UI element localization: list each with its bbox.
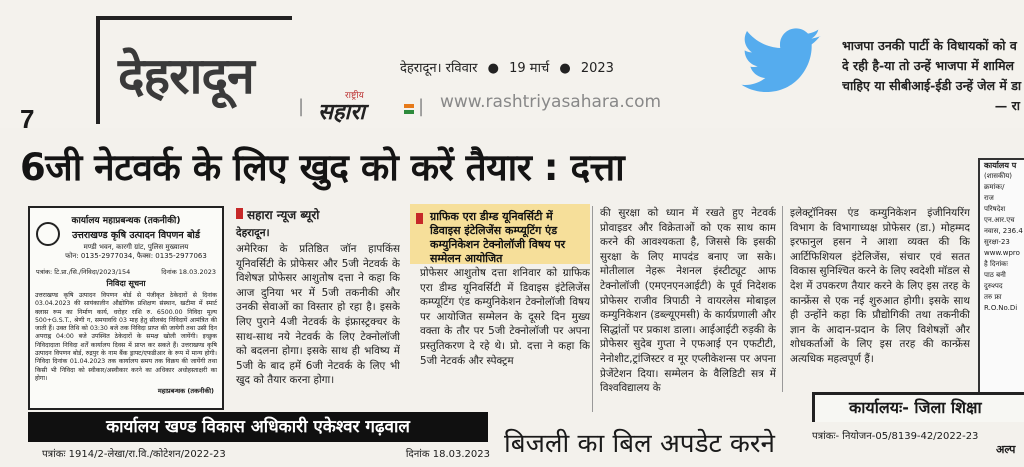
bureau-marker	[236, 208, 243, 219]
article-column-3: की सुरक्षा को ध्यान में रखते हुए नेटवर्क प्रोवाइडर और विक्रेताओं को एक साथ काम करने की आवश्यकता है, जिससे कि इसकी सुरक्षा के लिए मापदंड बनाए जा सके। मोतीलाल नेहरू नेशनल इंस्टीट्यूट आफ टेक्नोलॉजी (एमएनएनआईटी) के पूर्व निदेशक प्रोफेसर राजीव त्रिपाठी ने वायरलेस मोबाइल कम्युनिकेशन (डब्ल्यूएमसी) के कार्यप्रणाली और सिद्धांतों पर प्रकाश डाला। आईआईटी रुड़की के प्रोफेसर सुदेब गुप्ता ने एफआई एन एफटीटी, नेनोशीट,ट्रांजिस्टर व मूर एप्लीकेशन्स पर अपना प्रेजेंटेशन दिया। सम्मेलन के वैलिडिटी सत्र में विश्वविद्यालय के	[600, 207, 776, 395]
side-ad-line: क्रमांकः/	[984, 183, 1005, 191]
side-ad-line: www.wpro	[984, 249, 1020, 257]
highlight-marker	[416, 213, 423, 224]
side-ad-line: सुरक्षा-23	[984, 238, 1010, 246]
logo-subtitle: राष्ट्रीय	[345, 91, 364, 101]
quote-line: दे रही है-या तो उन्हें भाजपा में शामिल	[842, 58, 1015, 73]
side-ad-line: राज	[984, 194, 994, 202]
side-ad-line: परिषदेश	[984, 205, 1006, 213]
notice-date: दिनांक 18.03.2023	[161, 268, 216, 276]
top-right-quote	[842, 36, 1024, 116]
bottom-right-notice-title: कार्यालयः- जिला शिक्षा	[812, 392, 1024, 422]
article-column-2: प्रोफेसर आशुतोष दत्ता शनिवार को ग्राफिक एरा डीम्ड यूनिवर्सिटी में डिवाइस इंटेलिजेंस कम्प्यूटिंग एंड कम्युनिकेशन टेक्नोलॉजी विषय पर आयोजित सम्मेलन के दूसरे दिन मुख्य वक्ता के तौर पर 5जी टेक्नोलॉजी पर अपना प्रस्तुतिकरण दे रहे थे। प्रो. दत्ता ने कहा कि 5जी नेटवर्क और स्पेक्ट्रम	[420, 267, 590, 367]
side-ad	[978, 158, 1024, 398]
side-ad-line: दुरुश्पद	[984, 282, 1003, 290]
side-ad-line: पाठ बनी	[984, 271, 1006, 279]
byline: सहारा न्यूज ब्यूरो	[247, 208, 320, 222]
notice-heading: निविदा सूचना	[106, 279, 146, 288]
article-column-1: अमेरिका के प्रतिष्ठित जॉन हापकिंस यूनिवर्सिटी के प्रोफेसर और 5जी नेटवर्क के विशेषज्ञ प्रोफेसर आशुतोष दत्ता ने कहा कि आज दुनिया भर में 5जी तकनीकी और उनकी सेवाओं का विस्तार हो रहा है। इसके लिए पुराने 4जी नेटवर्क के इंफ्रास्ट्रक्चर के साथ-साथ नये नेटवर्क के लिए टेक्नोलॉजी को बदलना होगा। इसके साथ ही भविष्य में 5जी के बाद हमें 6जी नेटवर्क के लिए भी खुद को तैयार करना होगा।	[236, 243, 400, 387]
quote-line: भाजपा उनकी पार्टी के विधायकों को व	[842, 38, 1017, 53]
newspaper-logo: सहारा	[318, 100, 365, 125]
side-ad-line: एन.आर.एच	[984, 216, 1015, 224]
bottom-notice-title: कार्यालय खण्ड विकास अधिकारी एकेश्वर गढ़वाल	[28, 412, 488, 442]
bottom-notice-date: दिनांक 18.03.2023	[405, 449, 490, 460]
bottom-notice-ref: पत्रांकः 1914/2-लेखा/रा.वि./कोटेशन/2022-23	[42, 449, 226, 460]
masthead	[0, 0, 1024, 134]
notice-org: उत्तराखण्ड कृषि उत्पादन विपणन बोर्ड	[72, 230, 200, 241]
logo-flag-stripe	[404, 110, 414, 114]
bullet-icon: ●	[559, 61, 571, 76]
dateline	[400, 58, 614, 76]
dateline-year: 2023	[580, 61, 614, 76]
notice-office-title: कार्यालय महाप्रबन्धक (तकनीकी)	[71, 216, 181, 226]
divider	[592, 206, 593, 412]
main-headline: 6जी नेटवर्क के लिए खुद को करें तैयार : दत्ता	[20, 146, 625, 189]
article-column-4: इलेक्ट्रॉनिक्स एंड कम्युनिकेशन इंजीनियरिंग विभाग के विभागाध्यक्ष प्रोफेसर (डा.) मोहम्मद इरफानुल हसन ने आशा व्यक्त की कि आर्टिफिशियल इंटेलिजेंस, संचार एवं सतत विकास सुनिश्चित करने के लिए स्वदेशी मॉडल से देश में उपकरण तैयार करने के लिए इस तरह के कान्फ्रेंस से एक नई शुरुआत होगी। इसके साथ ही उन्होंने कहा कि प्रौद्योगिकी तथा तकनीकी ज्ञान के आदान-प्रदान के लिए विशेषज्ञों और शोधकर्ताओं के लिए इस तरह की कान्फ्रेंस अत्यधिक महत्वपूर्ण हैं।	[790, 207, 970, 365]
notice-ref-row	[30, 261, 222, 276]
notice-address: मण्डी भवन, कारगी ग्रांट, पुलिस मुख्यालय	[83, 243, 189, 251]
notice-body: उत्तराखण्ड कृषि उत्पादन विपणन बोर्ड से पंजीकृत ठेकेदारों से दिनांक 03.04.2023 की सायंकालीन औद्योगिक प्रशिक्षण संस्थान, खटीमा में स्मार्ट क्लास रूम का निर्माण कार्य, धरोहर राशि रु. 6500.00 निविदा मूल्य 500+G.S.T., श्रेणी ग, समयावधि 03 माह हेतु सीलबंद निविदायें आमंत्रित की जाती हैं। उक्त तिथि को 03:30 बजे तक निविदा प्राप्त की जायेगी तथा उसी दिन अपराह्न 04:00 बजे उपस्थित ठेकेदारों के समक्ष खोली जायेंगी। इच्छुक निविदादाता निविदा शर्तें कार्यालय दिवस में प्राप्त कर सकते हैं। उत्तराखण्ड कृषि उत्पादन विपणन बोर्ड, रुद्रपुर के नाम बैंक ड्राफ्ट/एफडीआर के रूप में मान्य होगी। निविदा दिनांक 01.04.2023 तक कार्यालय समय तक विक्रय की जायेंगी तथा किसी भी निविदा को स्वीकार/अस्वीकार करने का अधिकार अधोहस्ताक्षरी का होगा।	[35, 292, 217, 382]
tender-notice-ad	[28, 206, 224, 410]
bottom-notice-ref-row	[30, 446, 490, 460]
bottom-headline: बिजली का बिल अपडेट करने	[504, 429, 775, 459]
quote-line: चाहिए या सीबीआई-ईडी उन्हें जेल में डा	[842, 78, 1022, 93]
divider	[782, 206, 783, 392]
city-name: देहरादून	[118, 46, 254, 105]
website-link[interactable]: www.rashtriyasahara.com	[440, 92, 662, 112]
divider: |	[298, 96, 305, 117]
dateline-place: देहरादून। रविवार	[400, 61, 478, 76]
article-dateline: देहरादून।	[236, 227, 270, 239]
quote-attribution: — रा	[994, 98, 1020, 113]
side-ad-line: (शासकीय)	[984, 172, 1013, 180]
logo-flag-stripe	[404, 104, 414, 108]
side-ad-line: कार्यालय प	[984, 161, 1017, 170]
emblem-icon	[36, 222, 60, 246]
notice-phone: फोन: 0135-2977034, फैक्स: 0135-2977063	[65, 252, 207, 260]
side-ad-line: तरु फ्रा	[984, 293, 1002, 301]
article-highlight-box: ग्राफिक एरा डीम्ड यूनिवर्सिटी में डिवाइस इंटेलिजेंस कम्प्यूटिंग एंड कम्युनिकेशन टेक्नोलॉजी विषय पर सम्मेलन आयोजित	[410, 204, 590, 264]
side-ad-line: नवास, 236.4	[984, 227, 1023, 235]
dateline-date: 19 मार्च	[509, 61, 550, 76]
divider: |	[418, 96, 425, 117]
notice-signature: महाप्रबन्धक (तकनीकी)	[157, 387, 214, 396]
side-ad-line: R.O.No.Di	[984, 304, 1018, 312]
notice-ref: पत्रांक: टि.प्रा./सि./निविदा/2023/154	[36, 268, 131, 276]
page-number: 7	[20, 104, 35, 134]
twitter-bird-icon	[740, 20, 824, 100]
bullet-icon: ●	[487, 61, 499, 76]
side-ad-line: है दिनांकः	[984, 260, 1008, 268]
bottom-right-notice-tail: अल्प	[996, 443, 1016, 456]
bottom-right-notice-ref: पत्रांकः- नियोजन-05/8139-42/2022-23	[812, 431, 979, 442]
